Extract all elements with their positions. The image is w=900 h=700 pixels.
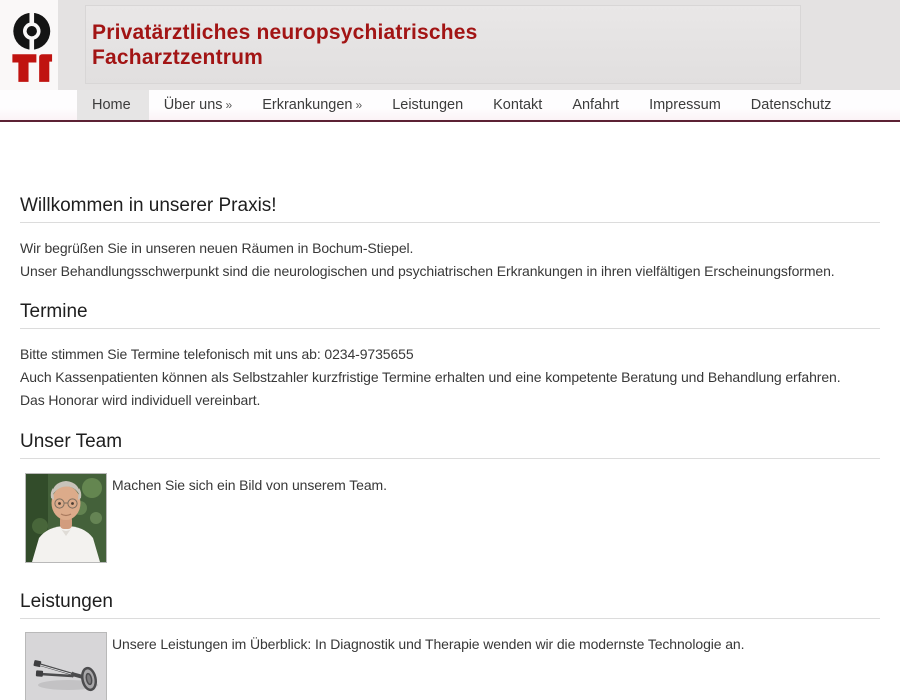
logo-box[interactable] [0,0,58,90]
nav-item-erkrankungen[interactable] [247,90,377,120]
welcome-paragraphs [20,237,880,283]
nav-item-impressum[interactable] [634,90,736,120]
nav-item-ueber-uns[interactable] [149,90,248,120]
welcome-paragraph-1: Wir begrüßen Sie in unseren neuen Räumen in Bochum-Stiepel. [20,240,414,256]
termine-phone-line: Bitte stimmen Sie Termine telefonisch mit uns ab: 0234-9735655 [20,346,414,362]
divider [20,328,880,329]
nav-item-anfahrt[interactable] [557,90,634,120]
termine-paragraph-2: Auch Kassenpatienten können als Selbstzahler kurzfristige Termine erhalten und eine kompetente Beratung und Behandlung erfahren. [20,369,841,385]
termine-paragraph-3: Das Honorar wird individuell vereinbart. [20,392,261,408]
welcome-paragraph-2: Unser Behandlungsschwerpunkt sind die neurologischen und psychiatrischen Erkrankungen in ihren vielfältigen Erscheinungsformen. [20,263,835,279]
divider [20,618,880,619]
nav-item-home[interactable] [77,90,149,120]
nav-item-anfahrt-label: Anfahrt [572,97,620,113]
team-caption: Machen Sie sich ein Bild von unserem Team. [112,477,387,493]
nav-item-datenschutz[interactable] [736,90,847,120]
page-header [0,0,900,90]
nav-item-home-label: Home [92,97,131,113]
divider [20,458,880,459]
practice-logo-icon [5,7,53,83]
team-media-row [20,473,880,563]
nav-item-datenschutz-label: Datenschutz [750,97,832,113]
nav-item-impressum-label: Impressum [649,97,721,113]
site-title-line1: Privatärztliches neuropsychiatrisches [92,20,478,44]
nav-item-ueber-uns-label: Über uns [163,97,223,113]
termine-paragraphs [20,343,880,412]
divider [20,222,880,223]
submenu-arrow-icon: » [355,98,363,112]
nav-item-leistungen-label: Leistungen [392,97,464,113]
tuning-fork-photo[interactable] [25,632,107,700]
nav-item-leistungen[interactable] [377,90,478,120]
site-title-line2: Facharztzentrum [92,45,264,69]
leistungen-heading: Leistungen [20,591,113,612]
site-title-panel [85,5,801,84]
main-navigation [0,90,900,122]
submenu-arrow-icon: » [225,98,233,112]
main-content [0,195,900,700]
team-photo[interactable] [25,473,107,563]
leistungen-media-row [20,632,880,700]
leistungen-caption: Unsere Leistungen im Überblick: In Diagnostik und Therapie wenden wir die modernste Technologie an. [112,636,745,652]
nav-item-kontakt-label: Kontakt [493,97,543,113]
team-heading: Unser Team [20,431,123,452]
welcome-heading: Willkommen in unserer Praxis! [20,195,277,216]
nav-item-kontakt[interactable] [478,90,557,120]
nav-item-erkrankungen-label: Erkrankungen [262,97,353,113]
termine-heading: Termine [20,301,88,322]
